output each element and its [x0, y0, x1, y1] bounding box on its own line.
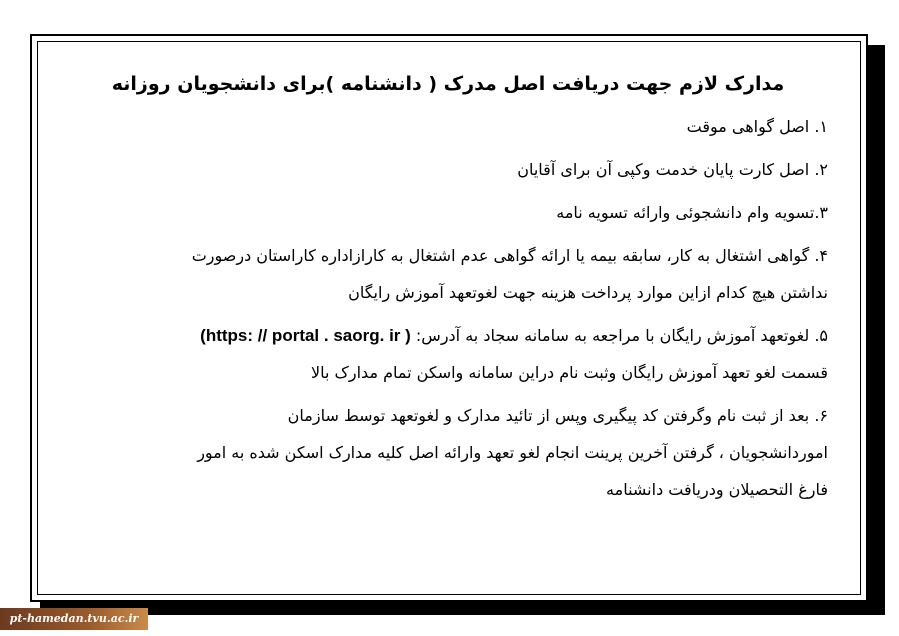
list-item-6	[88, 397, 828, 508]
sajad-portal-url: (https: // portal . saorg. ir )	[200, 326, 411, 345]
list-item-4-line-1: ۴. گواهی اشتغال به کار، سابقه بیمه یا ارائه گواهی عدم اشتغال به کارازاداره کاراستان درصورت	[191, 246, 828, 265]
list-item-5-line-2: قسمت لغو تعهد آموزش رایگان وثبت نام دراین سامانه واسکن تمام مدارک بالا	[311, 363, 828, 382]
list-item-5-prefix: ۵. لغوتعهد آموزش رایگان با مراجعه به سامانه سجاد به آدرس:	[415, 326, 828, 345]
list-item-2-line-1: ۲. اصل کارت پایان خدمت وکپی آن برای آقایان	[517, 160, 828, 179]
list-item-1-line-1: ۱. اصل گواهی موقت	[686, 117, 828, 136]
list-item-5	[88, 317, 828, 391]
site-watermark-badge: pt-hamedan.tvu.ac.ir	[0, 608, 148, 630]
document-content	[88, 60, 828, 508]
list-item-3-line-1: ۳.تسویه وام دانشجوئی وارائه تسویه نامه	[556, 203, 828, 222]
list-item-4-line-2: نداشتن هیچ کدام ازاین موارد پرداخت هزینه جهت لغوتعهد آموزش رایگان	[348, 283, 828, 302]
list-item-6-line-2: اموردانشجویان ، گرفتن آخرین پرینت انجام لغو تعهد وارائه اصل کلیه مدارک اسکن شده به امور	[197, 443, 828, 462]
list-item-4	[88, 237, 828, 311]
list-item-2	[88, 151, 828, 188]
list-item-6-line-3: فارغ التحصیلان ودریافت دانشنامه	[606, 480, 828, 499]
list-item-3	[88, 194, 828, 231]
list-item-1	[88, 108, 828, 145]
document-title: مدارک لازم جهت دریافت اصل مدرک ( دانشنامه )برای دانشجویان روزانه	[111, 73, 785, 95]
list-item-6-line-1: ۶. بعد از ثبت نام وگرفتن کد پیگیری وپس از تائید مدارک و لغوتعهد توسط سازمان	[287, 406, 828, 425]
